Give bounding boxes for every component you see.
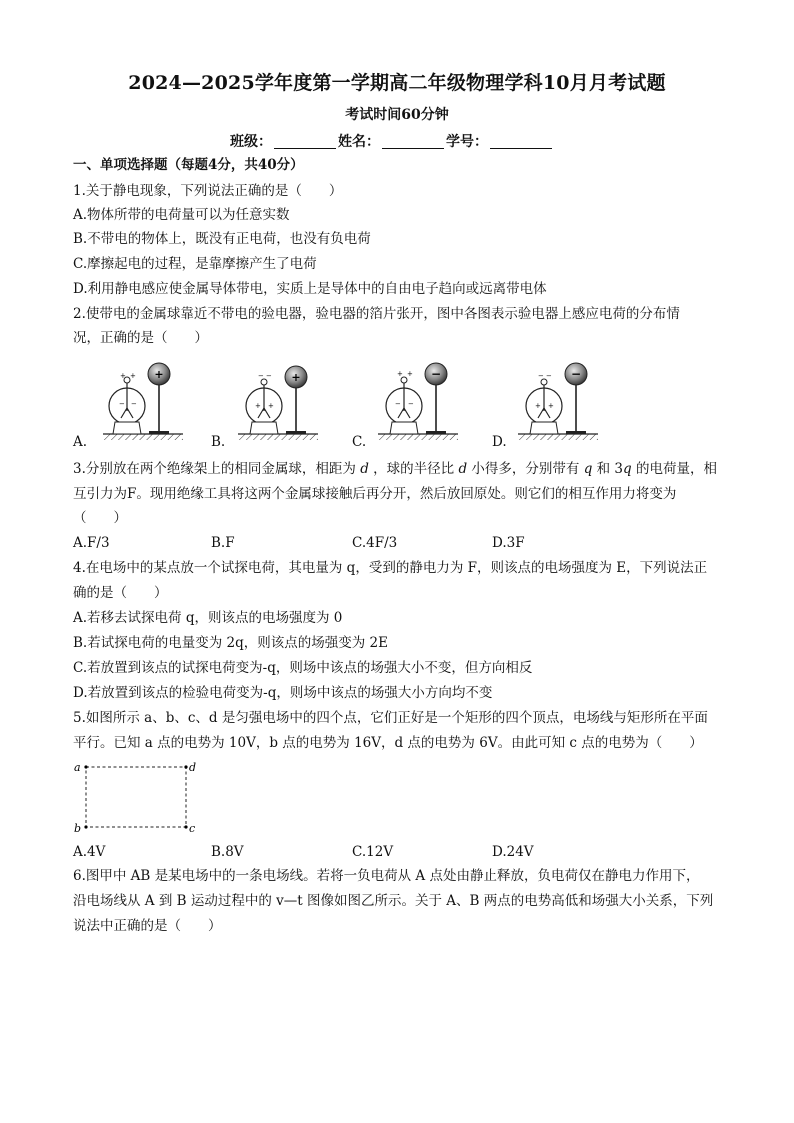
q2-electroscope-figures [73, 356, 613, 450]
ground-hatch [103, 434, 183, 440]
svg-text:+: + [548, 402, 554, 410]
q6-stem-line3: 说法中正确的是（ ） [73, 918, 222, 934]
q1-option-d: D.利用静电感应使金属导体带电，实质上是导体中的自由电子趋向或远离带电体 [73, 281, 547, 297]
q2-option-d: D. [492, 434, 507, 450]
svg-text:−: − [258, 372, 264, 380]
q4-option-c: C.若放置到该点的试探电荷变为-q，则场中该点的场强大小不变，但方向相反 [73, 660, 533, 676]
q5-option-c: C.12V [352, 844, 394, 860]
student-info-line [230, 131, 554, 151]
q5-option-d: D.24V [492, 844, 534, 860]
q5-option-b: B.8V [211, 844, 244, 860]
q3-option-c: C.4F/3 [352, 535, 398, 551]
name-blank[interactable] [382, 134, 444, 149]
svg-text:+: + [255, 402, 261, 410]
class-blank[interactable] [274, 134, 336, 149]
class-label: 班级： [230, 134, 272, 150]
section-heading: 一、单项选择题（每题4分，共40分） [73, 157, 304, 173]
ball-sign-b: + [291, 371, 301, 384]
exam-title: 2024—2025学年度第一学期高二年级物理学科10月月考试题 [128, 72, 666, 94]
ball-sign-d: − [570, 367, 582, 381]
q2-stem-line1: 2.使带电的金属球靠近不带电的验电器，验电器的箔片张开，图中各图表示验电器上感应电荷的分布情 [73, 306, 680, 322]
id-label: 学号： [446, 134, 488, 150]
q6-stem-line1: 6.图甲中 AB 是某电场中的一条电场线。若将一负电荷从 A 点处由静止释放，负电荷仅在静电力作用下， [73, 868, 700, 884]
q5-option-a: A.4V [73, 844, 106, 860]
q1-option-a: A.物体所带的电荷量可以为任意实数 [73, 207, 290, 223]
q1-option-b: B.不带电的物体上，既没有正电荷，也没有负电荷 [73, 231, 371, 247]
q5-stem-line2: 平行。已知 a 点的电势为 10V，b 点的电势为 16V，d 点的电势为 6V。由此可知 c 点的电势为（ ） [73, 735, 703, 751]
dashed-rectangle [86, 767, 186, 827]
q2-stem-line2: 况，正确的是（ ） [73, 330, 208, 346]
svg-text:+: + [130, 372, 136, 380]
q2-option-a: A. [73, 434, 88, 450]
q4-option-a: A.若移去试探电荷 q，则该点的电场强度为 0 [73, 610, 343, 626]
q1-stem: 1.关于静电现象，下列说法正确的是（ ） [73, 183, 343, 199]
point-c-label: c [189, 822, 196, 835]
q2-option-c: C. [352, 434, 367, 450]
figure-b [238, 366, 318, 440]
svg-text:+: + [407, 370, 413, 378]
q4-stem-line2: 确的是（ ） [73, 585, 168, 601]
q3-option-b: B.F [211, 535, 235, 551]
ball-sign-a: + [154, 368, 164, 381]
q3-stem-line2: 互引力为F。现用绝缘工具将这两个金属球接触后再分开，然后放回原处。则它们的相互作用力将变为 [73, 486, 677, 502]
id-blank[interactable] [490, 134, 552, 149]
figure-c [378, 363, 458, 440]
figure-a [103, 363, 183, 440]
svg-text:−: − [538, 372, 544, 380]
svg-text:+: + [397, 370, 403, 378]
q3-stem-line3: （ ） [73, 510, 127, 526]
charge-mark: + [120, 372, 126, 380]
q6-stem-line2: 沿电场线从 A 到 B 运动过程中的 v—t 图像如图乙所示。关于 A、B 两点的电势高低和场强大小关系，下列 [73, 893, 714, 909]
q3-option-a: A.F/3 [73, 535, 110, 551]
q4-option-b: B.若试探电荷的电量变为 2q，则该点的场强变为 2E [73, 635, 388, 651]
q3-option-d: D.3F [492, 535, 525, 551]
svg-text:−: − [408, 400, 414, 408]
svg-text:−: − [546, 372, 552, 380]
exam-duration: 考试时间60分钟 [345, 107, 449, 123]
ball-sign-c: − [430, 367, 442, 381]
svg-text:−: − [131, 400, 137, 408]
point-d-label: d [189, 761, 197, 774]
q4-stem-line1: 4.在电场中的某点放一个试探电荷，其电量为 q，受到的静电力为 F，则该点的电场强度为 E，下列说法正 [73, 560, 708, 576]
svg-text:+: + [535, 402, 541, 410]
q5-rectangle-figure [70, 757, 210, 837]
svg-text:+: + [268, 402, 274, 410]
q5-stem-line1: 5.如图所示 a、b、c、d 是匀强电场中的四个点，它们正好是一个矩形的四个顶点，电场线与矩形所在平面 [73, 710, 708, 726]
point-a-label: a [74, 761, 81, 774]
svg-text:−: − [395, 400, 401, 408]
q3-stem-line1: 3.分别放在两个绝缘架上的相同金属球，相距为 d ，球的半径比 d 小得多，分别带有 q 和 3q 的电荷量，相 [73, 461, 717, 477]
q2-option-b: B. [211, 434, 226, 450]
svg-text:−: − [266, 372, 272, 380]
svg-text:−: − [119, 400, 125, 408]
point-b-label: b [74, 822, 82, 835]
q4-option-d: D.若放置到该点的检验电荷变为-q，则场中该点的场强大小方向均不变 [73, 685, 493, 701]
name-label: 姓名： [338, 134, 380, 150]
figure-d [518, 363, 598, 440]
q1-option-c: C.摩擦起电的过程，是靠摩擦产生了电荷 [73, 256, 317, 272]
